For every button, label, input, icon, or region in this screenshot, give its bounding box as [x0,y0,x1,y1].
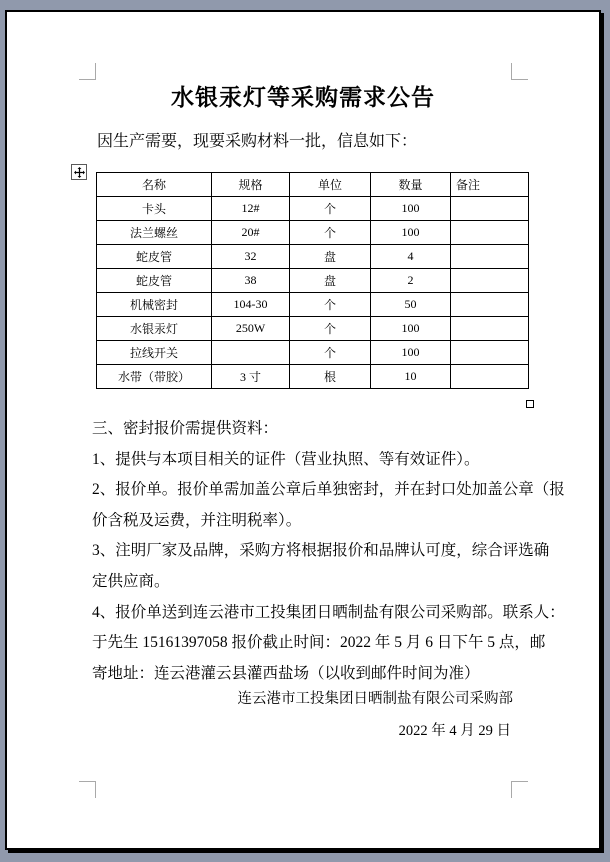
table-cell[interactable]: 个 [290,341,371,365]
date-line: 2022 年 4 月 29 日 [398,723,511,739]
column-header-1: 规格 [212,173,290,197]
materials-table[interactable] [96,172,529,389]
table-cell[interactable]: 3 寸 [212,365,290,389]
table-cell[interactable]: 蛇皮管 [97,245,212,269]
paragraph-line: 3、注明厂家及品牌，采购方将根据报价和品牌认可度，综合评选确 [92,542,550,560]
table-cell[interactable] [451,365,529,389]
table-cell[interactable]: 个 [290,317,371,341]
table-cell[interactable]: 32 [212,245,290,269]
table-cell[interactable] [212,341,290,365]
table-cell[interactable] [451,197,529,221]
table-cell[interactable]: 20# [212,221,290,245]
page-title: 水银汞灯等采购需求公告 [171,85,435,110]
move-icon [74,167,85,178]
table-row [97,293,529,317]
table-cell[interactable] [451,293,529,317]
table-cell[interactable]: 10 [371,365,451,389]
column-header-3: 数量 [371,173,451,197]
table-cell[interactable]: 个 [290,197,371,221]
table-cell[interactable]: 盘 [290,269,371,293]
table-cell[interactable]: 100 [371,197,451,221]
table-cell[interactable] [451,245,529,269]
table-row [97,317,529,341]
table-row [97,245,529,269]
table-cell[interactable]: 蛇皮管 [97,269,212,293]
table-cell[interactable]: 卡头 [97,197,212,221]
column-header-2: 单位 [290,173,371,197]
paragraph-line: 4、报价单送到连云港市工投集团日晒制盐有限公司采购部。联系人： [92,603,565,621]
table-cell[interactable]: 100 [371,317,451,341]
table-cell[interactable]: 100 [371,221,451,245]
table-cell[interactable]: 100 [371,341,451,365]
table-header-row [97,173,529,197]
table-cell[interactable] [451,269,529,293]
materials-table-header [97,173,529,197]
table-cell[interactable]: 法兰螺丝 [97,221,212,245]
margin-mark-top-left [79,63,96,80]
table-cell[interactable] [451,221,529,245]
table-row [97,221,529,245]
table-cell[interactable]: 104-30 [212,293,290,317]
paragraph-line: 寄地址：连云港灌云县灌西盐场（以收到邮件时间为准） [92,664,480,682]
margin-mark-bottom-right [511,781,528,798]
signature-line: 连云港市工投集团日晒制盐有限公司采购部 [237,691,513,707]
table-cell[interactable]: 4 [371,245,451,269]
margin-mark-top-right [511,63,528,80]
table-cell[interactable]: 盘 [290,245,371,269]
table-cell[interactable]: 个 [290,293,371,317]
table-cell[interactable]: 12# [212,197,290,221]
table-row [97,269,529,293]
table-cell[interactable]: 水带（带胶） [97,365,212,389]
table-row [97,341,529,365]
document-page [5,10,601,850]
margin-mark-bottom-left [79,781,96,798]
table-move-handle[interactable] [71,164,87,180]
table-cell[interactable]: 拉线开关 [97,341,212,365]
body-paragraphs [92,414,565,689]
paragraph-line: 定供应商。 [92,572,170,590]
table-cell[interactable]: 50 [371,293,451,317]
table-cell[interactable]: 38 [212,269,290,293]
paragraph-line: 1、提供与本项目相关的证件（营业执照、等有效证件）。 [92,450,480,468]
column-header-4: 备注 [451,173,529,197]
table-cell[interactable] [451,317,529,341]
materials-table-body [97,197,529,389]
table-cell[interactable]: 2 [371,269,451,293]
paragraph-line: 于先生 15161397058 报价截止时间：2022 年 5 月 6 日下午 5 点，邮 [92,634,546,652]
table-cell[interactable]: 机械密封 [97,293,212,317]
table-cell[interactable]: 水银汞灯 [97,317,212,341]
table-row [97,197,529,221]
intro-text: 因生产需要，现要采购材料一批，信息如下： [97,133,418,150]
paragraph-line: 2、报价单。报价单需加盖公章后单独密封，并在封口处加盖公章（报 [92,481,565,499]
column-header-0: 名称 [97,173,212,197]
paragraph-line: 价含税及运费，并注明税率）。 [92,511,302,529]
table-cell[interactable]: 个 [290,221,371,245]
table-cell[interactable]: 250W [212,317,290,341]
table-cell[interactable] [451,341,529,365]
table-resize-handle[interactable] [526,400,534,408]
table-cell[interactable]: 根 [290,365,371,389]
table-row [97,365,529,389]
paragraph-line: 三、密封报价需提供资料： [92,420,279,437]
